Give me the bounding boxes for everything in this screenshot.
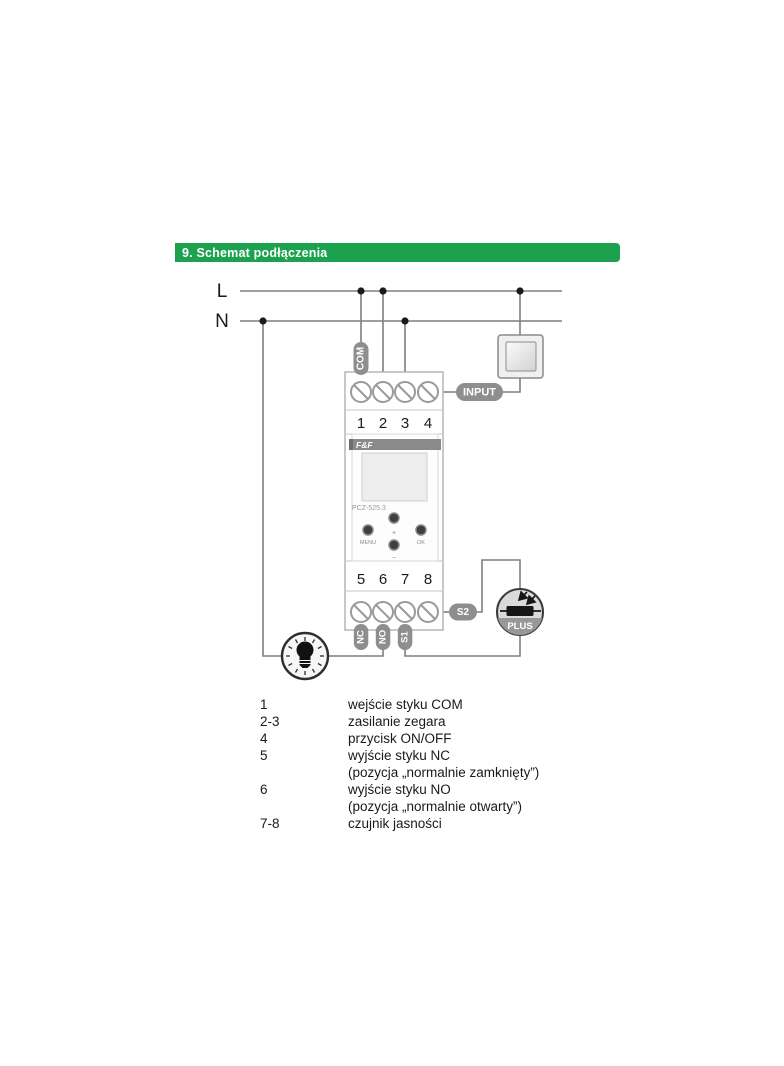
legend-row-number: 1 bbox=[260, 697, 268, 712]
screw-terminal-icon bbox=[395, 382, 415, 402]
screw-terminal-icon bbox=[418, 382, 438, 402]
terminal-number: 4 bbox=[423, 415, 433, 432]
com-pill-text: COM bbox=[355, 346, 367, 371]
junction-dot bbox=[259, 317, 266, 324]
legend-row bbox=[260, 815, 590, 832]
section-header-title: 9. Schemat podłączenia bbox=[182, 245, 328, 260]
screw-terminal-icon bbox=[351, 602, 371, 622]
legend-row bbox=[260, 730, 590, 747]
legend-row-description: (pozycja „normalnie zamknięty”) bbox=[348, 765, 540, 780]
terminal-number: 1 bbox=[356, 415, 366, 432]
junction-dots bbox=[259, 287, 523, 324]
terminal-number: 7 bbox=[400, 571, 410, 588]
device-display bbox=[362, 453, 427, 501]
junction-dot bbox=[401, 317, 408, 324]
legend-row bbox=[260, 764, 590, 781]
legend-row bbox=[260, 713, 590, 730]
up-button bbox=[389, 513, 399, 523]
minus-symbol: − bbox=[391, 555, 397, 562]
legend bbox=[260, 696, 590, 832]
junction-dot bbox=[357, 287, 364, 294]
legend-row bbox=[260, 798, 590, 815]
terminal-number: 3 bbox=[400, 415, 410, 432]
nc-pill-text: NC bbox=[355, 630, 367, 644]
input-pill-label bbox=[456, 383, 503, 401]
plus-band-label: PLUS bbox=[507, 621, 533, 632]
lamp-icon bbox=[282, 633, 328, 679]
legend-row-number: 2-3 bbox=[260, 714, 280, 729]
screw-terminal-icon bbox=[395, 602, 415, 622]
legend-row-number bbox=[260, 798, 348, 815]
screw-terminal-icon bbox=[373, 602, 393, 622]
brand-bar bbox=[349, 439, 441, 450]
input-pill-text: INPUT bbox=[463, 386, 496, 399]
legend-row-description: przycisk ON/OFF bbox=[348, 731, 452, 746]
legend-row-number: 5 bbox=[260, 748, 268, 763]
legend-row-description: wyjście styku NO bbox=[348, 782, 451, 797]
legend-row-description: czujnik jasności bbox=[348, 816, 442, 831]
wire-input-switch bbox=[502, 377, 520, 392]
terminal-number: 5 bbox=[356, 571, 366, 588]
junction-dot bbox=[516, 287, 523, 294]
device-model-label: PCZ-525.3 bbox=[352, 505, 386, 512]
screw-terminal-icon bbox=[351, 382, 371, 402]
brand-logo-text: F&F bbox=[356, 440, 373, 450]
down-button bbox=[389, 540, 399, 550]
screw-terminal-icon bbox=[418, 602, 438, 622]
menu-button-label: MENU bbox=[359, 540, 377, 546]
plus-symbol: + bbox=[391, 530, 397, 537]
wall-switch-icon bbox=[498, 335, 543, 378]
line-n-label: N bbox=[215, 311, 229, 332]
device-body bbox=[345, 372, 443, 630]
ok-button-label: OK bbox=[417, 540, 425, 546]
terminal-number: 8 bbox=[423, 571, 433, 588]
light-sensor-icon bbox=[495, 589, 545, 636]
s2-pill-label bbox=[449, 604, 477, 621]
legend-row-description: zasilanie zegara bbox=[348, 714, 446, 729]
line-l-label: L bbox=[216, 281, 228, 302]
legend-row bbox=[260, 747, 590, 764]
menu-button bbox=[363, 525, 373, 535]
legend-row-description: (pozycja „normalnie otwarty”) bbox=[348, 799, 523, 814]
legend-row-number: 7-8 bbox=[260, 816, 280, 831]
s1-pill-label bbox=[398, 624, 413, 650]
com-pill-label bbox=[354, 342, 369, 375]
legend-row bbox=[260, 781, 590, 798]
junction-dot bbox=[379, 287, 386, 294]
legend-row-description: wejście styku COM bbox=[348, 697, 463, 712]
legend-row-number bbox=[260, 764, 348, 781]
wire-n-lamp bbox=[263, 321, 283, 656]
terminal-number: 6 bbox=[378, 571, 388, 588]
nc-pill-label bbox=[354, 624, 369, 650]
legend-row-number: 4 bbox=[260, 731, 268, 746]
s1-pill-text: S1 bbox=[399, 631, 411, 643]
terminal-number: 2 bbox=[378, 415, 388, 432]
s2-pill-text: S2 bbox=[456, 607, 470, 618]
legend-row bbox=[260, 696, 590, 713]
legend-row-number: 6 bbox=[260, 782, 268, 797]
no-pill-label bbox=[376, 624, 391, 650]
ok-button bbox=[416, 525, 426, 535]
legend-row-description: wyjście styku NC bbox=[348, 748, 451, 763]
screw-terminal-icon bbox=[373, 382, 393, 402]
no-pill-text: NO bbox=[377, 629, 389, 645]
